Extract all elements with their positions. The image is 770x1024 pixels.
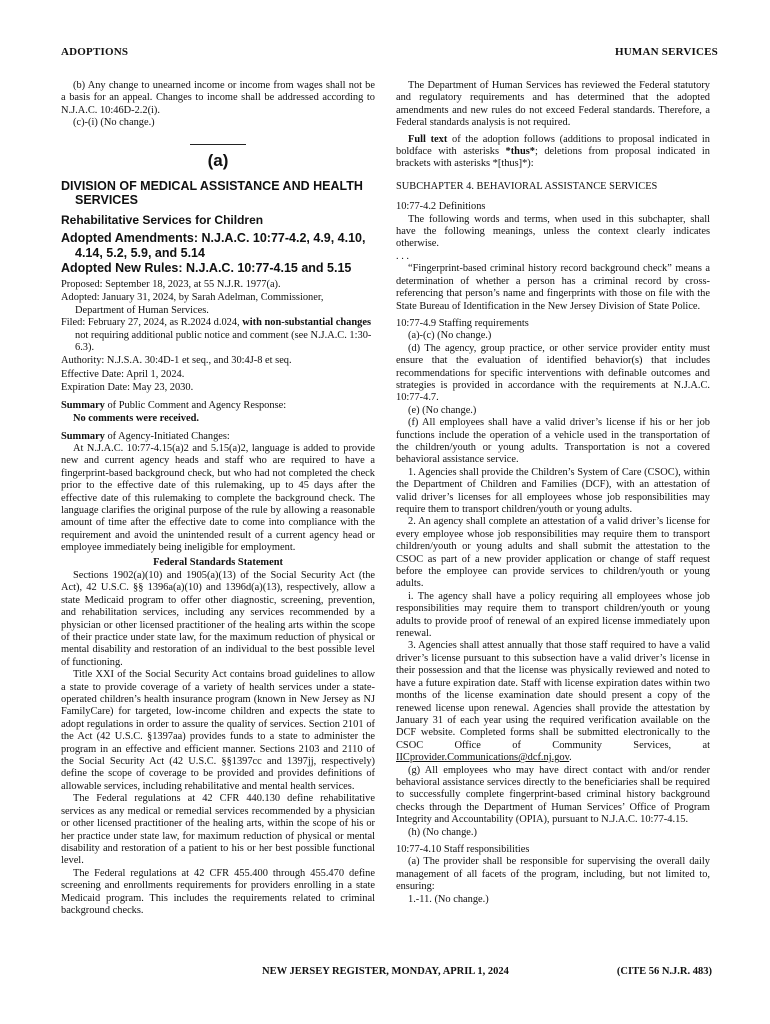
summary-comment-heading: Summary of Public Comment and Agency Response:: [61, 399, 287, 411]
left-column: [61, 80, 375, 917]
federal-paragraph-3: The Federal regulations at 42 CFR 440.130 define rehabilitative services as any medical or remedial services recommended by a physician or other licensed practitioner of the healing arts, within the scope of his or her practice under state law, for maximum reduction of physical or mental disability and restoration of a patient to his or her best possible functional level.: [61, 793, 375, 867]
adopted-new-rules: Adopted New Rules: N.J.A.C. 10:77-4.15 and 5.15: [61, 261, 352, 276]
section-4-9-f2i: i. The agency shall have a policy requiring all employees whose job responsibilities may require them to transport children/youth or young adults to provide proof of renewal of an expired license immediately upon renewal.: [396, 590, 710, 640]
full-text-note: Full text of the adoption follows (additions to proposal indicated in boldface with asterisks *thus*; deletions from proposal indicated in brackets with asterisks *[thus]*):: [396, 133, 710, 170]
section-4-9-g: (g) All employees who may have direct contact with and/or render behavioral assistance services directly to the beneficiaries shall be required to successfully complete fingerprint-based criminal history background checks through the Department of Human Services’ Office of Program Integrity and Accountability (OPIA), pursuant to N.J.A.C. 10:77-4.15.: [396, 764, 710, 826]
section-4-10-1-11: 1.-11. (No change.): [408, 893, 489, 905]
authority-line: Authority: N.J.S.A. 30:4D-1 et seq., and 30:4J-8 et seq.: [61, 355, 292, 367]
notice-letter: (a): [207, 150, 229, 170]
section-4-9-e: (e) (No change.): [408, 404, 477, 416]
summary-changes-heading: Summary of Agency-Initiated Changes:: [61, 430, 230, 442]
section-4-9-f3: 3. Agencies shall attest annually that those staff required to have a valid driver’s license pursuant to this subsection have a valid driver’s license in their possession and that the license was physically reviewed and noted to have a future expiration date. Staff with license expiration dates within two months of the license examination date should present a copy of the renewed license upon renewal. Agencies shall provide the attestation by January 31 of each year using the required verification available on the DCF website. Completed forms shall be submitted electronically to the CSOC Office of Community Services, at IICprovider.Communications@dcf.nj.gov.: [396, 640, 710, 764]
ellipsis: . . .: [396, 250, 409, 262]
federal-review-paragraph: The Department of Human Services has reviewed the Federal statutory and regulatory requirements and has determined that the adopted amendments and new rules do not exceed Federal standards. Therefore, a Federal standards analysis is not required.: [396, 80, 710, 129]
expiration-date: Expiration Date: May 23, 2030.: [61, 382, 194, 394]
section-4-2-intro: The following words and terms, when used in this subchapter, shall have the following meanings, unless the context clearly indicates otherwise.: [396, 213, 710, 250]
adopted-amendments: Adopted Amendments: N.J.A.C. 10:77-4.2, 4.9, 4.10, 4.14, 5.2, 5.9, and 5.14: [61, 231, 366, 261]
proposed-line: Proposed: September 18, 2023, at 55 N.J.R. 1977(a).: [61, 279, 281, 291]
section-4-10-title: 10:77-4.10 Staff responsibilities: [396, 843, 530, 855]
section-4-2-title: 10:77-4.2 Definitions: [396, 201, 486, 213]
rule-subject: Rehabilitative Services for Children: [61, 213, 264, 228]
paragraph-b: (b) Any change to unearned income or income from wages shall not be a basis for an appeal. Changes to income shall be addressed according to N.J.A.C. 10:46D-2.2(i).: [61, 80, 375, 116]
section-4-9-f2: 2. An agency shall complete an attestation of a valid driver’s license for every employee whose job responsibilities may require them to transport children/youth or young adults and shall submit the attestation to the CSOC as part of a new provider application or change of staff request before the employee can provide services to children/youth or young adults.: [396, 516, 710, 590]
footer-citation: (CITE 56 N.J.R. 483): [616, 966, 712, 977]
no-comments-note: No comments were received.: [73, 413, 199, 425]
federal-paragraph-1: Sections 1902(a)(10) and 1905(a)(13) of the Social Security Act (the Act), 42 U.S.C. §§ 1396a(a)(10) and 1396d(a)(13), respectively, allow a state Medicaid program to offer other diagnostic, screening, prevention, and rehabilitation services, including any services recommended by a physician or other licensed practitioner of the healing arts within the scope of their practice under state law, for the maximum reduction of physical or mental disability and restoration of an individual to the best possible level of functioning.: [61, 569, 375, 668]
adopted-line: Adopted: January 31, 2024, by Sarah Adelman, Commissioner, Department of Human Services.: [61, 292, 324, 316]
running-header-left: ADOPTIONS: [61, 46, 129, 58]
section-divider: [190, 144, 246, 145]
running-header-right: HUMAN SERVICES: [615, 46, 718, 58]
division-heading: DIVISION OF MEDICAL ASSISTANCE AND HEALTH SERVICES: [61, 179, 363, 208]
filed-line: Filed: February 27, 2024, as R.2024 d.024, with non-substantial changes not requiring additional public notice and comment (see N.J.A.C. 1:30-6.3).: [61, 317, 372, 354]
federal-standards-heading: Federal Standards Statement: [153, 556, 283, 568]
section-4-9-d: (d) The agency, group practice, or other service provider entity must ensure that the evaluation of identified behavior(s) that includes recommendations for specific interventions with definable outcomes and strategies is provided in accordance with the requirements at N.J.A.C. 10:77-4.7.: [396, 342, 710, 404]
right-column: [396, 80, 710, 906]
federal-paragraph-2: Title XXI of the Social Security Act contains broad guidelines to allow a state to provide coverage of a variety of health services under a state-operated children’s health insurance program (known in New Jersey as NJ FamilyCare) for targeted, low-income children and expects the state to adopt regulations in order to assure the quality of services. Section 2101 of the Act (42 U.S.C. §1397aa) provides funds to a state to administer the program in an effective and efficient manner. Sections 2103 and 2110 of the Social Security Act (42 U.S.C. §§1397cc and 1397jj, respectively) define the scope of coverage to be provided and provides definitions of allowable services, including rehabilitative and mental health services.: [61, 669, 375, 792]
paragraph-c-i: (c)-(i) (No change.): [73, 117, 155, 129]
fingerprint-definition: “Fingerprint-based criminal history record background check” means a determination of whether a person has a criminal record by cross-referencing that person’s name and fingerprints with those on file with the State Bureau of Identification in the New Jersey Division of State Police.: [396, 263, 710, 312]
footer-register-date: NEW JERSEY REGISTER, MONDAY, APRIL 1, 2024: [262, 966, 509, 977]
section-4-9-title: 10:77-4.9 Staffing requirements: [396, 317, 529, 329]
section-4-10-a: (a) The provider shall be responsible for supervising the overall daily management of all facets of the program, including, but not limited to, ensuring:: [396, 856, 710, 893]
subchapter-heading: SUBCHAPTER 4. BEHAVIORAL ASSISTANCE SERVICES: [396, 180, 658, 192]
csoc-email-link[interactable]: IICprovider.Communications@dcf.nj.gov: [396, 752, 570, 764]
section-4-9-a-c: (a)-(c) (No change.): [408, 330, 492, 342]
section-4-9-f: (f) All employees shall have a valid driver’s license if his or her job functions include the operation of a vehicle used in the transportation of the children/youth or young adults. Transportation is not a covered behavioral assistance service.: [396, 417, 710, 466]
agency-changes-paragraph: At N.J.A.C. 10:77-4.15(a)2 and 5.15(a)2, language is added to provide new and current agency heads and staff who are required to have a fingerprint-based background check, but who had not completed the check prior to the effective date of this rulemaking, up to 45 days after the effective date of this rulemaking to complete the background check. The language clarifies the original purpose of the rule by allowing a reasonable amount of time after the effective date to come into compliance with the requirement and avoid the unintended result of a current agency head or employee immediately being ineligible for employment.: [61, 442, 375, 554]
federal-paragraph-4: The Federal regulations at 42 CFR 455.400 through 455.470 define screening and enrollments requirements for providers enrolling in a state Medicaid program. This includes the requirements related to criminal background checks.: [61, 867, 375, 916]
section-4-9-f1: 1. Agencies shall provide the Children’s System of Care (CSOC), within the Department of Children and Families (DCF), with an attestation of valid driver’s licenses for all employees whose job responsibilities may require them to transport children/youth or young adults.: [396, 466, 710, 515]
effective-date: Effective Date: April 1, 2024.: [61, 368, 185, 380]
section-4-9-h: (h) (No change.): [408, 826, 477, 838]
